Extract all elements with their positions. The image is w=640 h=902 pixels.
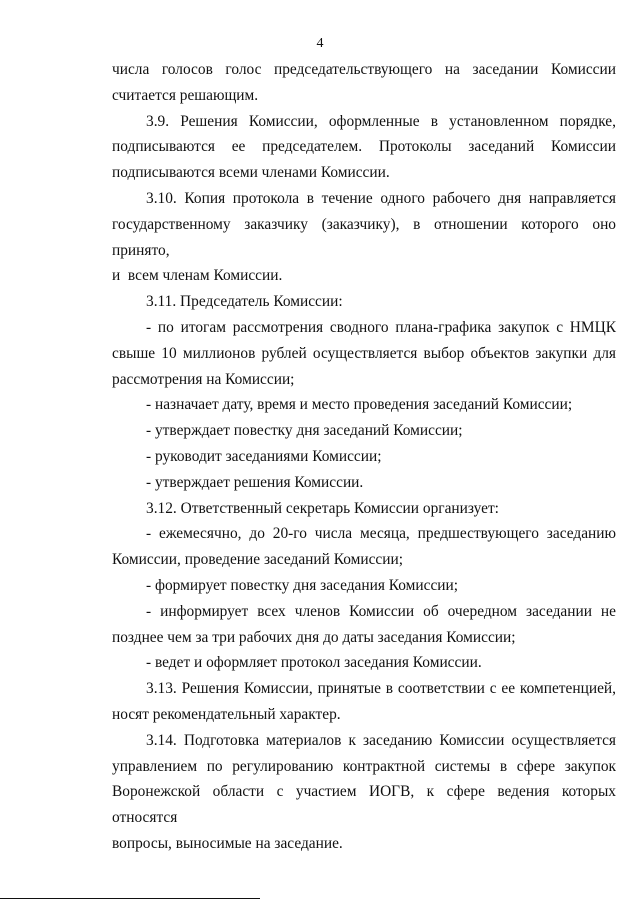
text-line: - утверждает повестку дня заседаний Комиссии; xyxy=(146,422,463,440)
text-line: Комиссии, проведение заседаний Комиссии; xyxy=(112,551,404,569)
text-line: 3.9. Решения Комиссии, оформленные в установленном порядке, xyxy=(146,112,616,130)
text-line: управлением по регулированию контрактной системы в сфере закупок xyxy=(112,757,616,775)
text-line: - информирует всех членов Комиссии об очередном заседании не xyxy=(146,602,616,620)
text-line: подписываются всеми членами Комиссии. xyxy=(112,164,390,182)
text-line: рассмотрения на Комиссии; xyxy=(112,370,295,388)
text-line: - ведет и оформляет протокол заседания Комиссии. xyxy=(146,654,482,672)
paragraph-3-9 xyxy=(112,109,616,186)
list-item-secretary-informs xyxy=(112,599,616,651)
text-line: носят рекомендательный характер. xyxy=(112,705,341,723)
list-item-secretary-monthly xyxy=(112,521,616,573)
text-line: - ежемесячно, до 20-го числа месяца, предшествующего заседанию xyxy=(146,525,616,543)
paragraph-3-11 xyxy=(112,289,616,315)
text-line: - назначает дату, время и место проведения заседаний Комиссии; xyxy=(146,396,573,414)
text-line: - по итогам рассмотрения сводного плана-графика закупок с НМЦК xyxy=(146,318,616,336)
list-item-chairman-selection xyxy=(112,315,616,392)
list-item-secretary-agenda xyxy=(112,573,616,599)
text-line: числа голосов голос председательствующего на заседании Комиссии xyxy=(112,61,616,78)
list-item-chairman-date xyxy=(112,392,616,418)
paragraph-3-10 xyxy=(112,186,616,289)
paragraph-3-13 xyxy=(112,676,616,728)
text-line: 3.11. Председатель Комиссии: xyxy=(146,293,343,311)
text-line: Воронежской области с участием ИОГВ, к сфере ведения которых относятся xyxy=(112,783,616,827)
text-line: 3.14. Подготовка материалов к заседанию Комиссии осуществляется xyxy=(146,731,616,749)
document-body xyxy=(112,57,616,857)
text-line: - формирует повестку дня заседания Комиссии; xyxy=(146,576,459,594)
text-line: вопросы, выносимые на заседание. xyxy=(112,834,343,852)
text-line: позднее чем за три рабочих дня до даты заседания Комиссии; xyxy=(112,628,516,646)
text-line: - утверждает решения Комиссии. xyxy=(146,473,364,491)
list-item-chairman-approves xyxy=(112,470,616,496)
bottom-divider xyxy=(0,898,260,899)
text-line: - руководит заседаниями Комиссии; xyxy=(146,447,382,465)
paragraph-3-12 xyxy=(112,496,616,522)
list-item-chairman-leads xyxy=(112,444,616,470)
text-line: 3.12. Ответственный секретарь Комиссии организует: xyxy=(146,499,499,517)
text-line: 3.13. Решения Комиссии, принятые в соответствии с ее компетенцией, xyxy=(146,680,616,698)
page-number: 4 xyxy=(316,36,324,51)
text-line: считается решающим. xyxy=(112,86,259,104)
text-line: 3.10. Копия протокола в течение одного рабочего дня направляется xyxy=(146,189,616,207)
text-line: свыше 10 миллионов рублей осуществляется выбор объектов закупки для xyxy=(112,344,616,362)
text-line: государственному заказчику (заказчику), в отношении которого оно принято, xyxy=(112,215,616,259)
text-line: и всем членам Комиссии. xyxy=(112,267,283,285)
list-item-chairman-agenda xyxy=(112,418,616,444)
paragraph-3-14 xyxy=(112,728,616,857)
text-line: подписываются ее председателем. Протоколы заседаний Комиссии xyxy=(112,138,616,156)
paragraph-vote-continuation xyxy=(112,57,616,109)
list-item-secretary-minutes xyxy=(112,650,616,676)
